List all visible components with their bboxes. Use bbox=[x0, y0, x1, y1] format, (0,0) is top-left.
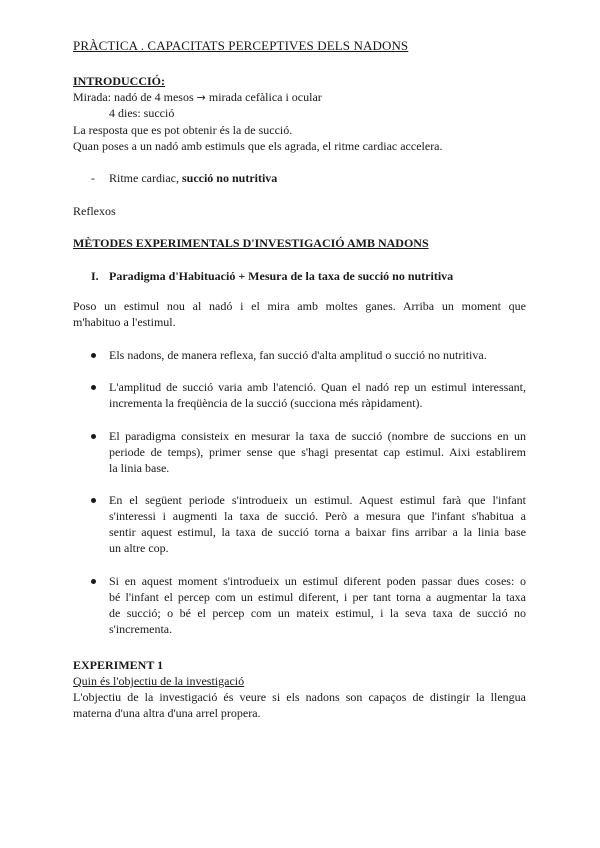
paragraph-line: materna d'una altra d'una arrel propera. bbox=[73, 706, 261, 720]
methods-paragraph bbox=[73, 298, 526, 330]
experiment-heading: EXPERIMENT 1 bbox=[73, 658, 164, 672]
mirada-result: mirada cefàlica i ocular bbox=[208, 90, 322, 104]
bullet-line: de succió; o bé el percep com un mateix estimul, i la seva taxa de succió no bbox=[109, 606, 526, 620]
intro-line-resposta: La resposta que es pot obtenir és la de succió. bbox=[73, 123, 293, 137]
bullet-dot-icon bbox=[91, 434, 96, 439]
bullet-line: s'interessi i augmenti la taxa de succió. Però a mesura que l'infant s'habitua a bbox=[109, 509, 526, 523]
bullet-line: El paradigma consisteix en mesurar la taxa de succió (nombre de succions en un bbox=[109, 429, 526, 443]
bullet-dot-icon bbox=[91, 353, 96, 358]
dash-item-text: Ritme cardiac, bbox=[109, 171, 182, 185]
reflexos-label: Reflexos bbox=[73, 204, 116, 218]
bullet-line: sentir aquest estimul, la taxa de succió torna a baixar fins arribar a la linia base bbox=[109, 525, 526, 539]
paragraph-line: L'objectiu de la investigació és veure si els nadons son capaços de distingir la llengua bbox=[73, 690, 526, 704]
paragraph-line: m'habituo a l'estimul. bbox=[73, 315, 176, 329]
dash-bullet-marker: - bbox=[91, 171, 95, 185]
intro-line-ritme: Quan poses a un nadó amb estimuls que els agrada, el ritme cardiac accelera. bbox=[73, 139, 443, 153]
bullet-line: periode de temps), primer sense que s'hagi presentat cap estimul. Aixi establirem bbox=[109, 445, 526, 459]
bullet-line: Els nadons, de manera reflexa, fan succió d'alta amplitud o succió no nutritiva. bbox=[109, 348, 487, 362]
arrow-right-icon: → bbox=[196, 91, 206, 104]
bullet-dot-icon bbox=[91, 579, 96, 584]
bullet-line: En el següent periode s'introdueix un estimul. Aquest estimul farà que l'infant bbox=[109, 493, 526, 507]
bullet-line: s'incrementa. bbox=[109, 622, 173, 636]
bullet-dot-icon bbox=[91, 498, 96, 503]
bullet-line: Si en aquest moment s'introdueix un estimul diferent poden passar dues coses: o bbox=[109, 574, 526, 588]
section-number: I. bbox=[91, 269, 99, 283]
section-title: Paradigma d'Habituació + Mesura de la taxa de succió no nutritiva bbox=[109, 269, 454, 283]
methods-heading: MÈTODES EXPERIMENTALS D'INVESTIGACIÓ AMB NADONS bbox=[73, 236, 429, 250]
bullet-item bbox=[109, 379, 526, 411]
bullet-item bbox=[109, 492, 526, 556]
bullet-line: L'amplitud de succió varia amb l'atenció. Quan el nadó rep un estimul interessant, bbox=[109, 380, 526, 394]
bullet-item bbox=[109, 428, 526, 476]
mirada-text: Mirada: nadó de 4 mesos bbox=[73, 90, 194, 104]
bullet-item bbox=[109, 573, 526, 637]
paragraph-line: Poso un estimul nou al nadó i el mira amb moltes ganes. Arriba un moment que bbox=[73, 299, 526, 313]
intro-line-mirada bbox=[73, 89, 322, 106]
dash-list-item bbox=[109, 170, 277, 186]
bullet-line: la linia base. bbox=[109, 461, 170, 475]
experiment-subheading: Quin és l'objectiu de la investigació bbox=[73, 674, 245, 688]
intro-line-succio: 4 dies: succió bbox=[109, 106, 175, 120]
experiment-paragraph bbox=[73, 689, 526, 721]
document-title: PRÀCTICA . CAPACITATS PERCEPTIVES DELS NADONS bbox=[73, 38, 409, 53]
intro-heading: INTRODUCCIÓ: bbox=[73, 74, 166, 88]
bullet-line: un altre cop. bbox=[109, 541, 169, 555]
bullet-line: incrementa la freqüència de la succió (succiona més ràpidament). bbox=[109, 396, 423, 410]
bullet-line: bé l'infant el percep com un estimul diferent, i per tant torna a augmentar la taxa bbox=[109, 590, 526, 604]
bullet-dot-icon bbox=[91, 385, 96, 390]
dash-item-bold: succió no nutritiva bbox=[181, 171, 278, 185]
bullet-item bbox=[109, 347, 526, 363]
